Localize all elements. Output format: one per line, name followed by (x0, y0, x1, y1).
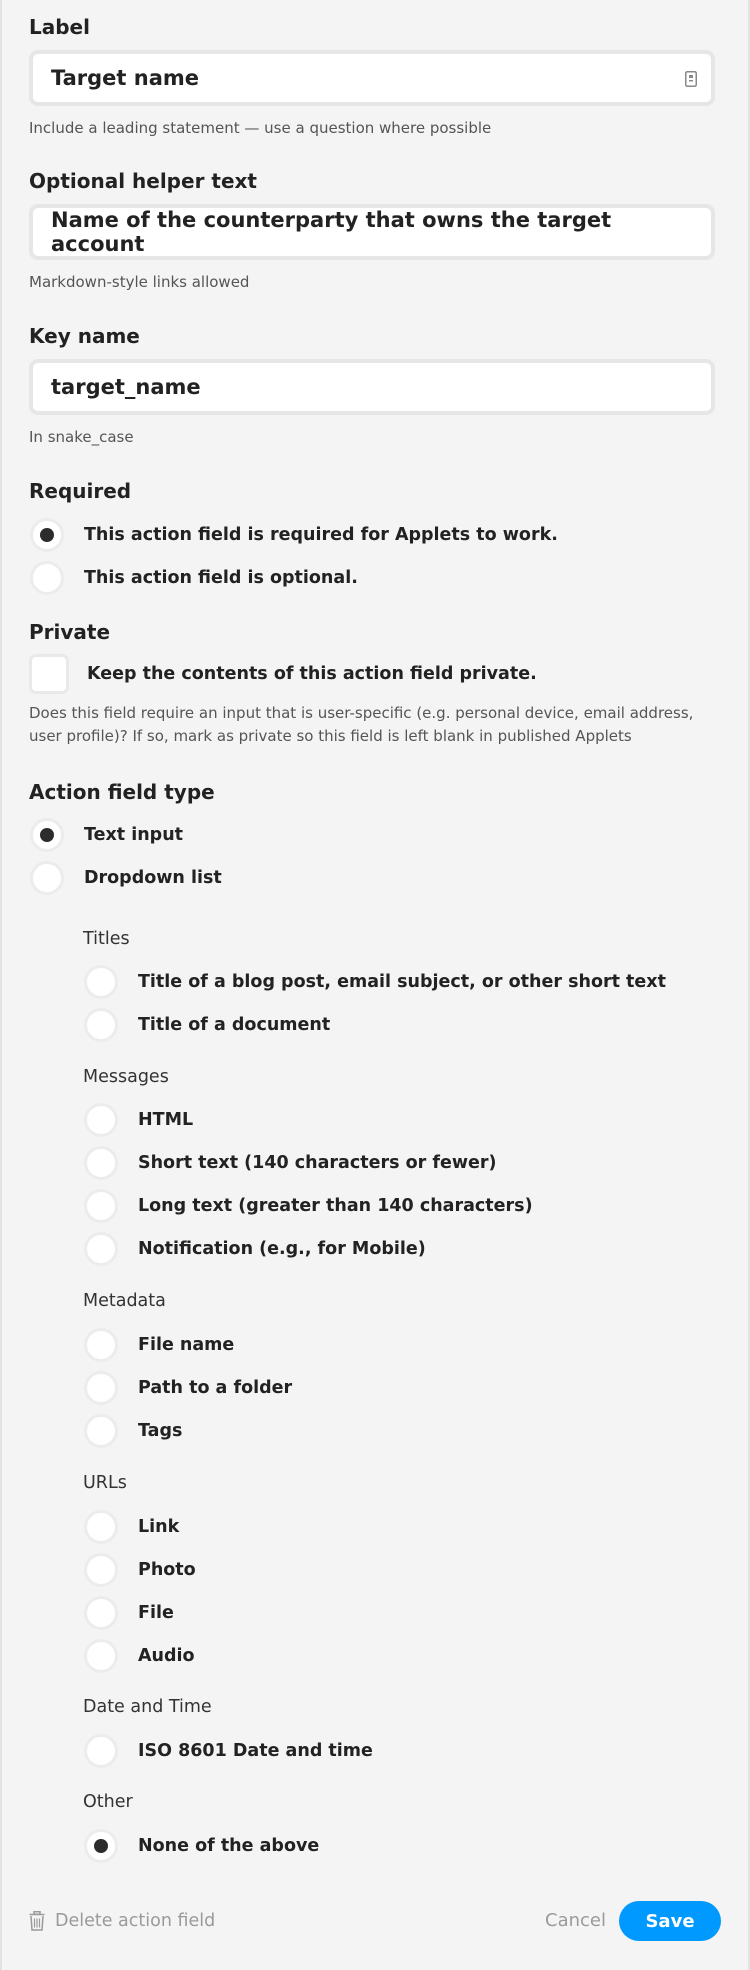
option-short-text[interactable] (84, 1146, 497, 1180)
radio-label: Title of a blog post, email subject, or other short text (138, 972, 666, 992)
option-tags[interactable] (84, 1414, 182, 1448)
private-checkbox-row[interactable] (29, 654, 537, 694)
option-link[interactable] (84, 1510, 179, 1544)
label-input[interactable] (29, 50, 715, 106)
field-type-text-input[interactable] (30, 818, 183, 852)
key-name-helper: In snake_case (29, 428, 134, 446)
contact-card-icon (685, 71, 697, 87)
radio-button[interactable] (30, 818, 64, 852)
helper-text-input[interactable] (29, 204, 715, 260)
required-title: Required (29, 479, 132, 503)
radio-label: File name (138, 1335, 235, 1355)
radio-button[interactable] (84, 965, 118, 999)
radio-label: This action field is optional. (84, 568, 358, 588)
radio-label: Link (138, 1517, 180, 1537)
delete-action-field-button[interactable] (29, 1911, 215, 1931)
option-iso8601[interactable] (84, 1734, 373, 1768)
radio-label: Text input (84, 825, 184, 845)
radio-button[interactable] (84, 1734, 118, 1768)
cancel-button[interactable]: Cancel (545, 1910, 606, 1931)
option-long-text[interactable] (84, 1189, 533, 1223)
option-title-document[interactable] (84, 1008, 330, 1042)
radio-label: None of the above (138, 1836, 320, 1856)
group-messages-label: Messages (83, 1067, 169, 1087)
label-field-title: Label (29, 15, 90, 39)
option-audio[interactable] (84, 1639, 195, 1673)
radio-label: Short text (140 characters or fewer) (138, 1153, 497, 1173)
radio-label: ISO 8601 Date and time (138, 1741, 373, 1761)
helper-text-input-value: Name of the counterparty that owns the target account (51, 208, 612, 256)
radio-button[interactable] (84, 1414, 118, 1448)
field-type-title: Action field type (29, 780, 215, 804)
key-name-input-value: target_name (51, 375, 201, 399)
radio-button[interactable] (84, 1189, 118, 1223)
key-name-input[interactable] (29, 359, 715, 415)
radio-button[interactable] (84, 1639, 118, 1673)
required-option-required[interactable] (30, 518, 558, 552)
delete-label: Delete action field (55, 1911, 216, 1931)
group-urls-label: URLs (83, 1473, 127, 1493)
radio-button[interactable] (84, 1371, 118, 1405)
group-titles-label: Titles (83, 929, 130, 949)
private-title: Private (29, 620, 111, 644)
option-notification[interactable] (84, 1232, 426, 1266)
radio-button[interactable] (84, 1510, 118, 1544)
field-type-dropdown-list[interactable] (30, 861, 222, 895)
radio-label: Audio (138, 1646, 195, 1666)
label-input-value: Target name (51, 66, 200, 90)
radio-button[interactable] (30, 518, 64, 552)
option-html[interactable] (84, 1103, 193, 1137)
radio-button[interactable] (84, 1596, 118, 1630)
option-title-short-text[interactable] (84, 965, 666, 999)
save-button[interactable]: Save (619, 1901, 721, 1941)
radio-label: Long text (greater than 140 characters) (138, 1196, 533, 1216)
private-checkbox-label: Keep the contents of this action field private. (87, 664, 537, 684)
option-photo[interactable] (84, 1553, 196, 1587)
helper-text-field-title: Optional helper text (29, 169, 257, 193)
radio-label: File (138, 1603, 174, 1623)
radio-button[interactable] (84, 1553, 118, 1587)
private-checkbox[interactable] (29, 654, 69, 694)
radio-button[interactable] (84, 1146, 118, 1180)
private-helper: Does this field require an input that is user-specific (e.g. personal device, email address, user profile)? If so, mark as private so this field is left blank in published Applets (29, 704, 694, 745)
key-name-field-title: Key name (29, 324, 140, 348)
group-other-label: Other (83, 1792, 133, 1812)
radio-button[interactable] (84, 1103, 118, 1137)
radio-label: HTML (138, 1110, 194, 1130)
radio-button[interactable] (30, 861, 64, 895)
radio-button[interactable] (84, 1829, 118, 1863)
radio-label: Path to a folder (138, 1378, 293, 1398)
group-metadata-label: Metadata (83, 1291, 166, 1311)
helper-text-helper: Markdown-style links allowed (29, 273, 250, 291)
required-option-optional[interactable] (30, 561, 358, 595)
radio-button[interactable] (84, 1232, 118, 1266)
radio-label: Dropdown list (84, 868, 222, 888)
trash-icon (29, 1911, 45, 1931)
option-path-to-folder[interactable] (84, 1371, 292, 1405)
radio-button[interactable] (30, 561, 64, 595)
radio-label: Notification (e.g., for Mobile) (138, 1239, 426, 1259)
option-file[interactable] (84, 1596, 174, 1630)
radio-button[interactable] (84, 1008, 118, 1042)
radio-label: This action field is required for Applets to work. (84, 525, 558, 545)
radio-label: Tags (138, 1421, 183, 1441)
radio-label: Title of a document (138, 1015, 331, 1035)
radio-button[interactable] (84, 1328, 118, 1362)
option-file-name[interactable] (84, 1328, 234, 1362)
left-border (0, 0, 2, 1970)
label-helper: Include a leading statement — use a question where possible (29, 119, 492, 137)
option-none-of-the-above[interactable] (84, 1829, 319, 1863)
group-datetime-label: Date and Time (83, 1697, 212, 1717)
radio-label: Photo (138, 1560, 196, 1580)
